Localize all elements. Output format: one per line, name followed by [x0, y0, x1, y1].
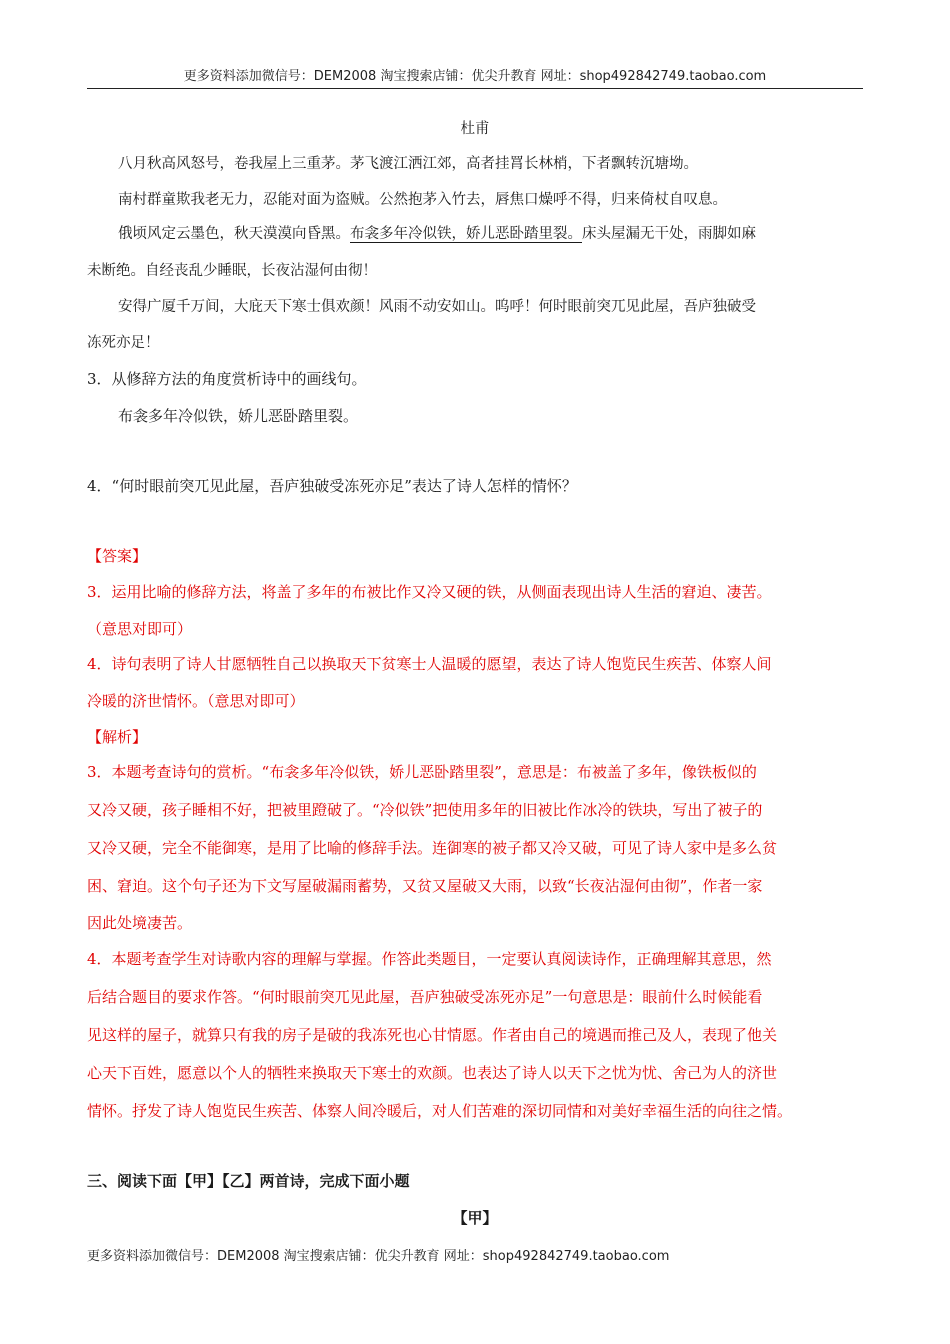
poem-line-3-cont: 未断绝。自经丧乱少睡眠，长夜沾湿何由彻！	[87, 263, 377, 279]
section-3-jia: 【甲】	[452, 1209, 498, 1227]
poem-author: 杜甫	[460, 121, 490, 137]
question-4: 4．“何时眼前突兀见此屋，吾庐独破受冻死亦足”表达了诗人怎样的情怀？	[87, 477, 577, 495]
answer-label: 【答案】	[87, 547, 148, 565]
analysis-3-line-3: 又冷又硬，完全不能御寒，是用了比喻的修辞手法。连御寒的被子都又冷又破，可见了诗人家中是多么贫	[87, 839, 778, 857]
page-footer: 更多资料添加微信号：DEM2008 淘宝搜索店铺：优尖升教育 网址：shop492842749.taobao.com	[87, 1249, 670, 1264]
analysis-3-line-1: 3．本题考查诗句的赏析。“布衾多年冷似铁，娇儿恶卧踏里裂”，意思是：布被盖了多年，像铁板似的	[87, 763, 757, 781]
question-3: 3．从修辞方法的角度赏析诗中的画线句。	[87, 370, 367, 388]
analysis-label: 【解析】	[87, 728, 148, 746]
answer-4-line-1: 4．诗句表明了诗人甘愿牺牲自己以换取天下贫寒士人温暖的愿望，表达了诗人饱览民生疾苦、体察人间	[87, 655, 772, 673]
analysis-3-line-4: 困、窘迫。这个句子还为下文写屋破漏雨蓄势，又贫又屋破又大雨，以致“长夜沾湿何由彻”，作者一家	[87, 877, 763, 895]
underlined-line: 布衾多年冷似铁，娇儿恶卧踏里裂。	[350, 226, 582, 242]
analysis-4-line-5: 情怀。抒发了诗人饱览民生疾苦、体察人间冷暖后，对人们苦难的深切同情和对美好幸福生活的向往之情。	[87, 1102, 793, 1120]
question-3-quote: 布衾多年冷似铁，娇儿恶卧踏里裂。	[118, 407, 359, 425]
poem-line-3-part-a: 俄顷风定云墨色，秋天漠漠向昏黑。	[118, 226, 350, 242]
answer-3-line-2: （意思对即可）	[87, 620, 193, 638]
poem-line-3	[118, 222, 756, 246]
analysis-4-line-1: 4．本题考查学生对诗歌内容的理解与掌握。作答此类题目，一定要认真阅读诗作，正确理解其意思，然	[87, 950, 772, 968]
analysis-3-line-2: 又冷又硬，孩子睡相不好，把被里蹬破了。“冷似铁”把使用多年的旧被比作冰冷的铁块，写出了被子的	[87, 801, 763, 819]
poem-line-2: 南村群童欺我老无力，忍能对面为盗贼。公然抱茅入竹去，唇焦口燥呼不得，归来倚杖自叹息。	[118, 192, 727, 208]
poem-line-4: 安得广厦千万间，大庇天下寒士俱欢颜！风雨不动安如山。呜呼！何时眼前突兀见此屋，吾庐独破受	[118, 299, 756, 315]
analysis-4-line-3: 见这样的屋子，就算只有我的房子是破的我冻死也心甘情愿。作者由自己的境遇而推己及人，表现了他关	[87, 1026, 778, 1044]
poem-line-1: 八月秋高风怒号，卷我屋上三重茅。茅飞渡江洒江郊，高者挂罥长林梢，下者飘转沉塘坳。	[118, 156, 698, 172]
answer-4-line-2: 冷暖的济世情怀。（意思对即可）	[87, 692, 305, 710]
section-3-title: 三、阅读下面【甲】【乙】两首诗，完成下面小题	[87, 1172, 410, 1190]
poem-line-4-cont: 冻死亦足！	[87, 335, 160, 351]
analysis-3-line-5: 因此处境凄苦。	[87, 914, 193, 932]
answer-3-line-1: 3．运用比喻的修辞方法，将盖了多年的布被比作又冷又硬的铁，从侧面表现出诗人生活的窘迫、凄苦。	[87, 583, 772, 601]
analysis-4-line-2: 后结合题目的要求作答。“何时眼前突兀见此屋，吾庐独破受冻死亦足”一句意思是：眼前什么时候能看	[87, 988, 763, 1006]
page-header: 更多资料添加微信号：DEM2008 淘宝搜索店铺：优尖升教育 网址：shop492842749.taobao.com	[87, 66, 863, 89]
poem-line-3-part-b: 床头屋漏无干处，雨脚如麻	[582, 226, 756, 242]
analysis-4-line-4: 心天下百姓，愿意以个人的牺牲来换取天下寒士的欢颜。也表达了诗人以天下之忧为忧、舍己为人的济世	[87, 1064, 778, 1082]
